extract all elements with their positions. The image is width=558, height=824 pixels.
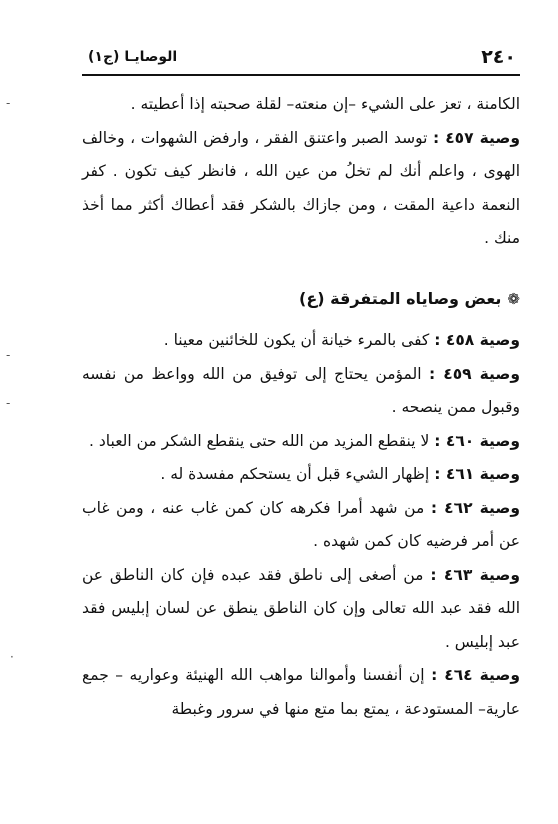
wasiyya-text: لا ينقطع المزيد من الله حتى ينقطع الشكر من العباد . <box>89 431 430 450</box>
wasiyya-paragraph <box>82 122 520 256</box>
wasiyya-label: وصية ٤٦١ : <box>434 465 520 483</box>
wasiyya-text: من أصغى إلى ناطق فقد عبده فإن كان الناطق عن الله فقد عبد الله تعالى وإن كان الناطق ينطق عن لسان إبليس فقد عبد إبليس . <box>82 565 520 651</box>
running-title: الوصايـا (ج١) <box>88 49 178 65</box>
wasiyya-label: وصية ٤٦٠ : <box>434 431 520 450</box>
wasiyya-text: إن أنفسنا وأموالنا مواهب الله الهنيئة وعواريه – جمع عارية– المستودعة ، يمتع بما متع منها في سرور وغبطة <box>82 666 520 718</box>
wasiyya-text: إظهار الشيء قبل أن يستحكم مفسدة له . <box>160 465 430 483</box>
section-title: بعض وصاياه المتفرقة (ع) <box>299 288 502 308</box>
page-header <box>82 44 520 76</box>
section-gap <box>82 256 520 276</box>
wasiyya-label: وصية ٤٦٣ : <box>430 565 520 584</box>
section-heading <box>82 282 520 317</box>
wasiyya-paragraph <box>82 458 520 492</box>
wasiyya-paragraph <box>82 492 520 559</box>
wasiyya-paragraph <box>82 559 520 660</box>
flower-icon: ❁ <box>507 289 520 308</box>
wasiyya-label: وصية ٤٦٢ : <box>430 498 520 517</box>
wasiyya-label: وصية ٤٥٧ : <box>432 128 520 147</box>
page-body <box>82 88 520 726</box>
margin-mark: - <box>6 96 11 110</box>
wasiyya-label: وصية ٤٥٨ : <box>434 331 520 349</box>
margin-mark: - <box>6 396 11 410</box>
wasiyya-paragraph <box>82 659 520 726</box>
wasiyya-paragraph <box>82 425 520 459</box>
wasiyya-text: توسد الصبر واعتنق الفقر ، وارفض الشهوات ، وخالف الهوى ، واعلم أنك لم تخلُ من عين الله ، فانظر كيف تكون . كفر النعمة داعية المقت ، ومن جازاك بالشكر فقد أعطاك أكثر مما أخذ منك . <box>82 128 520 247</box>
page-number: ٢٤٠ <box>481 46 516 68</box>
wasiyya-label: وصية ٤٦٤ : <box>431 666 520 684</box>
margin-mark: · <box>10 650 14 664</box>
intro-paragraph: الكامنة ، تعز على الشيء –إن منعته– لقلة صحبته إذا أعطيته . <box>130 95 520 113</box>
wasiyya-text: كفى بالمرء خيانة أن يكون للخائنين معينا . <box>163 331 430 349</box>
wasiyya-paragraph <box>82 358 520 425</box>
wasiyya-text: المؤمن يحتاج إلى توفيق من الله وواعظ من نفسه وقبول ممن ينصحه . <box>82 364 520 416</box>
wasiyya-paragraph <box>82 324 520 358</box>
wasiyya-label: وصية ٤٥٩ : <box>429 364 520 383</box>
wasiyya-text: من شهد أمرا فكرهه كان كمن غاب عنه ، ومن غاب عن أمر فرضيه كان كمن شهده . <box>82 498 520 550</box>
margin-mark: - <box>6 348 11 362</box>
